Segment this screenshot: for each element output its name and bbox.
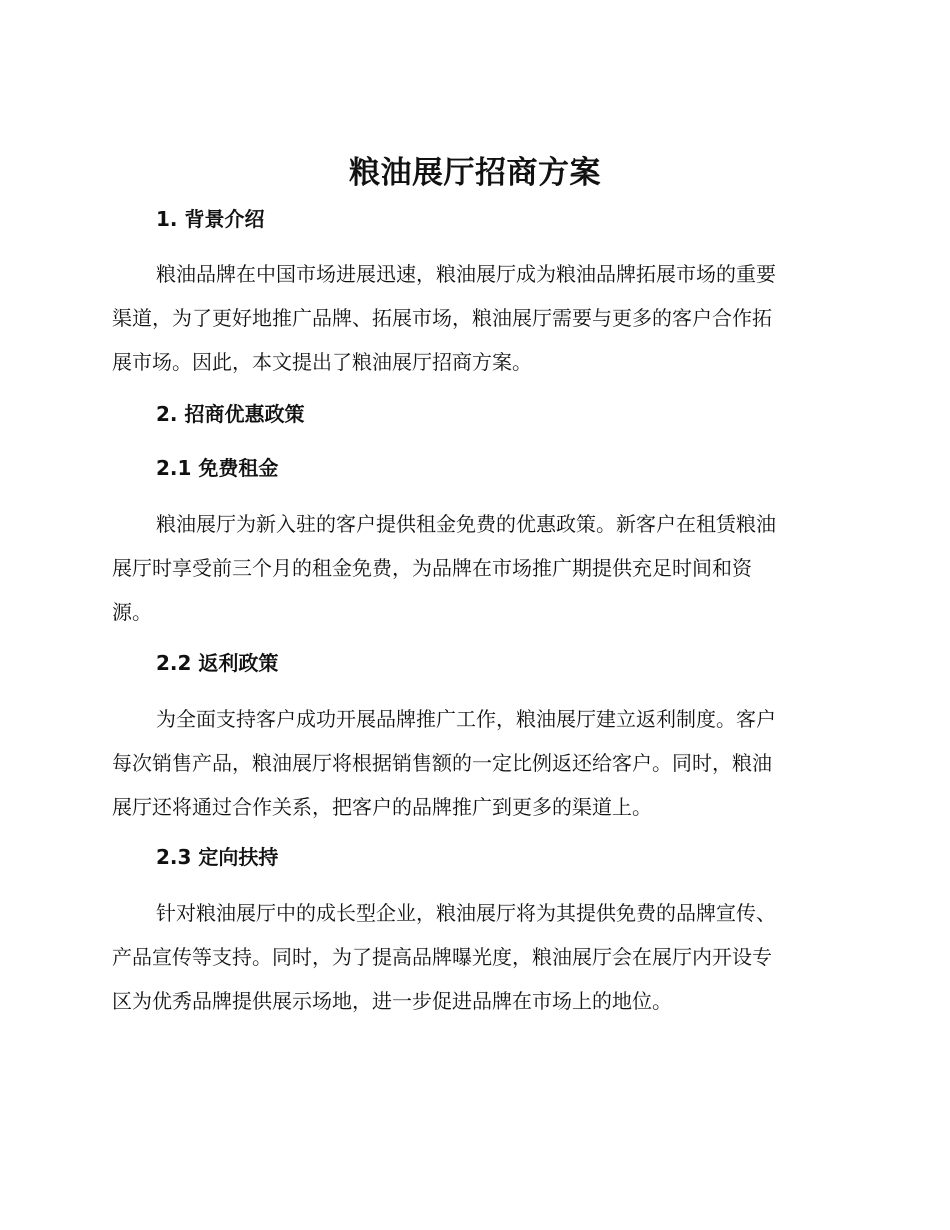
paragraph-line: 为全面支持客户成功开展品牌推广工作，粮油展厅建立返利制度。客户 — [156, 707, 776, 731]
section-heading-targeted-support: 2.3 定向扶持 — [156, 845, 279, 869]
paragraph-line: 展厅还将通过合作关系，把客户的品牌推广到更多的渠道上。 — [112, 795, 652, 819]
paragraph-line: 渠道，为了更好地推广品牌、拓展市场，粮油展厅需要与更多的客户合作拓 — [112, 306, 772, 330]
paragraph-free-rent — [112, 502, 840, 634]
paragraph-line: 粮油品牌在中国市场进展迅速，粮油展厅成为粮油品牌拓展市场的重要 — [156, 262, 776, 286]
section-heading-policies: 2. 招商优惠政策 — [156, 402, 305, 426]
paragraph-targeted-support — [112, 891, 840, 1023]
document-title: 粮油展厅招商方案 — [349, 155, 601, 191]
paragraph-rebate — [112, 697, 840, 829]
paragraph-line: 展市场。因此，本文提出了粮油展厅招商方案。 — [112, 350, 532, 374]
paragraph-line: 展厅时享受前三个月的租金免费，为品牌在市场推广期提供充足时间和资 — [112, 556, 752, 580]
paragraph-line: 源。 — [112, 600, 152, 624]
paragraph-line: 区为优秀品牌提供展示场地，进一步促进品牌在市场上的地位。 — [112, 989, 672, 1013]
paragraph-line: 粮油展厅为新入驻的客户提供租金免费的优惠政策。新客户在租赁粮油 — [156, 512, 776, 536]
section-heading-rebate: 2.2 返利政策 — [156, 651, 279, 675]
paragraph-line: 产品宣传等支持。同时，为了提高品牌曝光度，粮油展厅会在展厅内开设专 — [112, 945, 772, 969]
paragraph-line: 针对粮油展厅中的成长型企业，粮油展厅将为其提供免费的品牌宣传、 — [156, 901, 776, 925]
paragraph-line: 每次销售产品，粮油展厅将根据销售额的一定比例返还给客户。同时，粮油 — [112, 751, 772, 775]
section-heading-free-rent: 2.1 免费租金 — [156, 456, 279, 480]
section-heading-background: 1. 背景介绍 — [156, 207, 265, 231]
paragraph-background — [112, 252, 840, 384]
